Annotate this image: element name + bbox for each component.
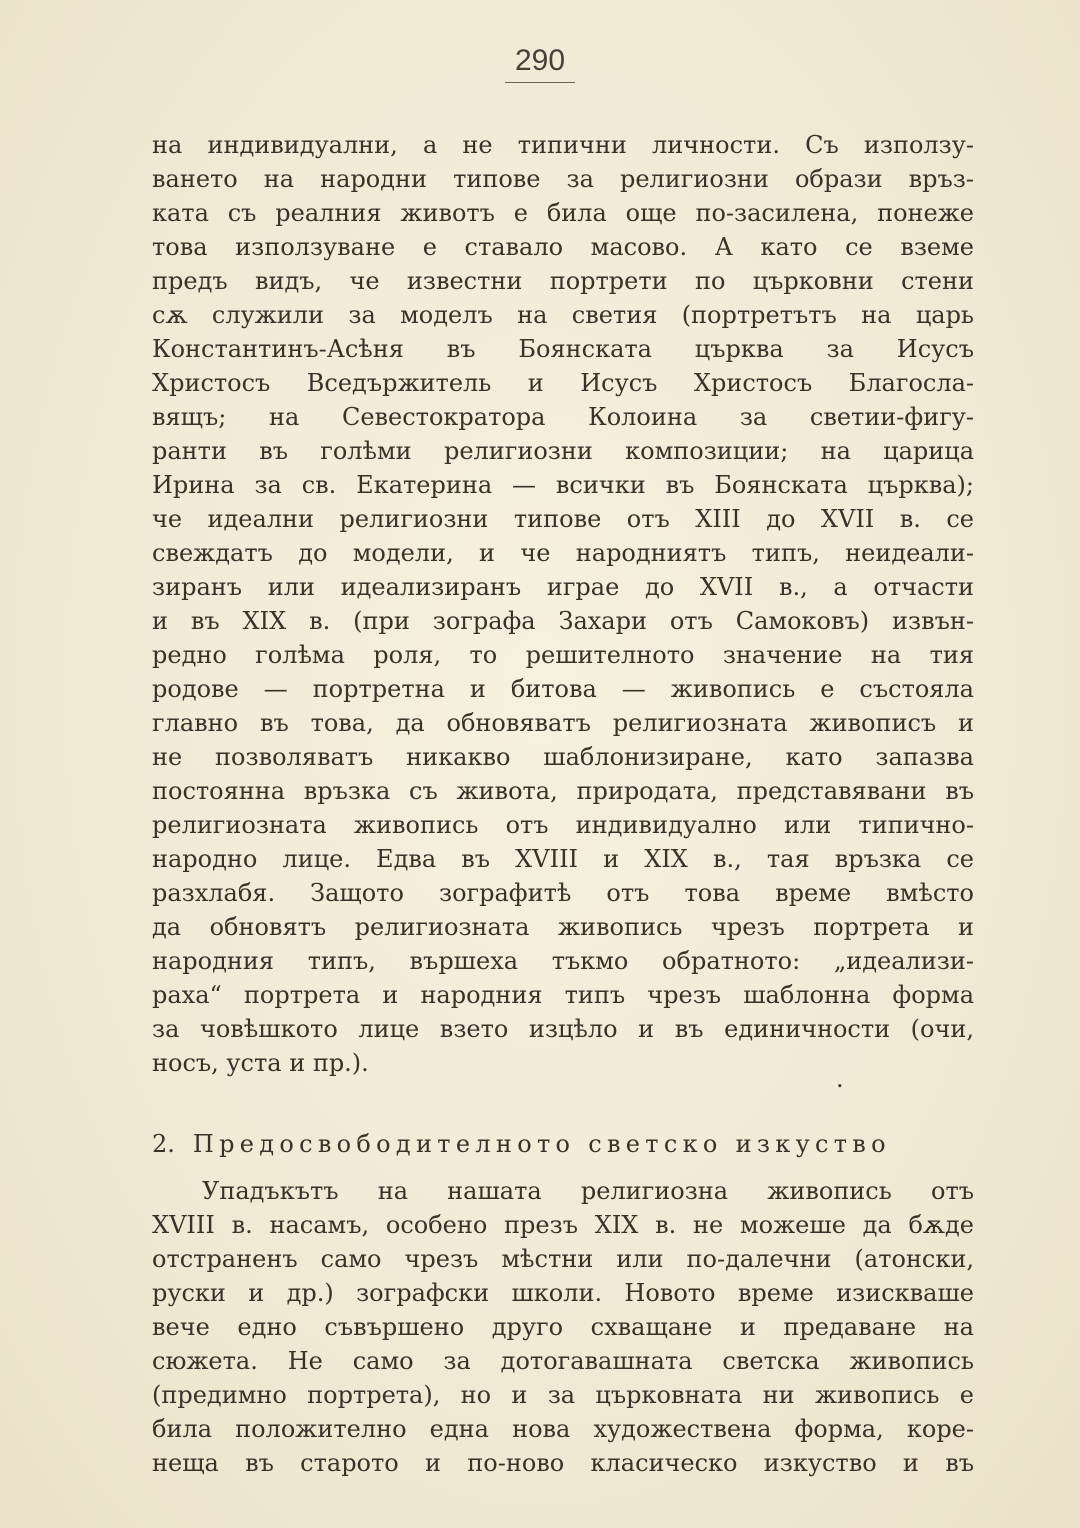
text-line: неща въ старото и по-ново класическо изкуство и въ (152, 1449, 974, 1477)
text-line: ката съ реалния животъ е била още по-засилена, понеже (152, 199, 974, 227)
text-line: зиранъ или идеализиранъ играе до XVII в., а отчасти (152, 573, 974, 601)
text-line: и въ XIX в. (при зографа Захари отъ Самоковъ) извън- (152, 607, 974, 635)
text-line: народно лице. Едва въ XVIII и XIX в., тая връзка се (152, 845, 974, 873)
text-line: за човѣшкото лице взето изцѣло и въ единичности (очи, (152, 1015, 974, 1043)
text-line: редно голѣма роля, то решителното значение на тия (152, 641, 974, 669)
text-line: че идеални религиозни типове отъ XIII до XVII в. се (152, 505, 974, 533)
text-line: Ирина за св. Екатерина — всички въ Боянската църква); (152, 471, 974, 499)
text-line: постоянна връзка съ живота, природата, представявани въ (152, 777, 974, 805)
text-line: (предимно портрета), но и за църковната ни живопись е (152, 1381, 974, 1409)
text-line: сѫ служили за моделъ на светия (портретътъ на царь (152, 301, 974, 329)
text-line: това използуване е ставало масово. А като се вземе (152, 233, 974, 261)
text-line: да обновятъ религиозната живопись чрезъ портрета и (152, 913, 974, 941)
text-line: отстраненъ само чрезъ мѣстни или по-далечни (атонски, (152, 1245, 974, 1273)
paragraph-end-mark: . (836, 1065, 844, 1093)
text-line: религиозната живопись отъ индивидуално или типично- (152, 811, 974, 839)
text-line: ването на народни типове за религиозни образи връз- (152, 165, 974, 193)
text-line: раха“ портрета и народния типъ чрезъ шаблонна форма (152, 981, 974, 1009)
text-line: Упадъкътъ на нашата религиозна живопись отъ (202, 1177, 974, 1205)
text-line: на индивидуални, а не типични личности. Съ използу- (152, 131, 974, 159)
text-line: разхлабя. Защото зографитѣ отъ това време вмѣсто (152, 879, 974, 907)
text-line: Христосъ Вседържитель и Исусъ Христосъ Благосла- (152, 369, 974, 397)
paragraph-2 (152, 1174, 974, 1480)
text-line: вящъ; на Севестократора Колоина за светии-фигу- (152, 403, 974, 431)
text-line: XVIII в. насамъ, особено презъ XIX в. не можеше да бѫде (152, 1211, 974, 1239)
page-number (0, 44, 1080, 83)
text-line: свеждатъ до модели, и че народниятъ типъ, неидеали- (152, 539, 974, 567)
text-line: сюжета. Не само за дотогавашната светска живопись (152, 1347, 974, 1375)
text-line: главно въ това, да обновяватъ религиозната живописъ и (152, 709, 974, 737)
text-line: родове — портретна и битова — живопись е състояла (152, 675, 974, 703)
section-heading (152, 1127, 974, 1161)
page-number-text: 290 (505, 44, 575, 83)
text-line: Константинъ-Асѣня въ Боянската църква за Исусъ (152, 335, 974, 363)
text-line: била положително една нова художествена форма, коре- (152, 1415, 974, 1443)
text-line: носъ, уста и пр.). (152, 1049, 369, 1077)
paragraph-1 (152, 128, 974, 1080)
text-line: народния типъ, вършеха тъкмо обратното: „идеализи- (152, 947, 974, 975)
text-line: вече едно съвършено друго схващане и предаване на (152, 1313, 974, 1341)
text-line: ранти въ голѣми религиозни композиции; на царица (152, 437, 974, 465)
text-line: не позволяватъ никакво шаблонизиране, като запазва (152, 743, 974, 771)
section-title: Предосвободителното светско изкуство (192, 1130, 891, 1158)
text-line: предъ видъ, че известни портрети по църковни стени (152, 267, 974, 295)
section-number: 2. (152, 1130, 175, 1158)
text-line: руски и др.) зографски школи. Новото време изискваше (152, 1279, 974, 1307)
